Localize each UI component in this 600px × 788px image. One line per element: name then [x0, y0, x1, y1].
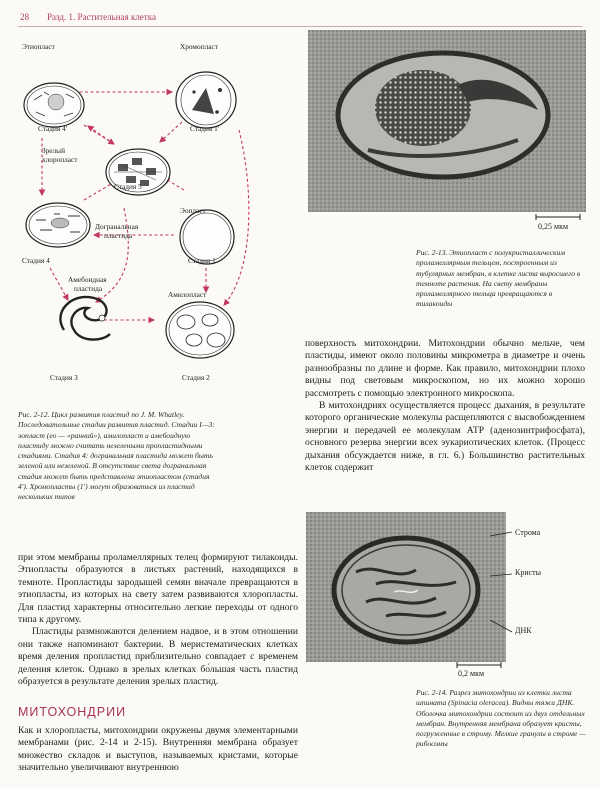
fig-2-14-pointers — [490, 520, 550, 640]
label-amoeboid-1: Амебоидная — [68, 275, 107, 284]
scale-label-fig-2-13: 0,25 мкм — [538, 222, 569, 231]
label-stage3: Стадия 3 — [50, 373, 78, 382]
arrow-etioplast-mature — [84, 125, 114, 144]
arrow-chromo-amylo — [224, 130, 249, 305]
page-number: 28 — [20, 12, 29, 22]
label-chromoplast: Хромопласт — [180, 42, 218, 51]
header-rule — [18, 26, 582, 27]
label-mature-1: Зрелый — [42, 146, 65, 155]
right-paragraph-2: В митохондриях осуществляется процесс дыхания, в результате которого органические молекулы расщепляются с высвобождением энергии и передачей ее молекулам АТР (аденозинтрифосфата), основного резерва энергии всех эукариотических клеток. (Процесс дыхания обсуждается ниже, в гл. 6.) Большинство растительных клеток содержит — [305, 400, 585, 474]
label-amoeboid-2: пластида — [74, 284, 103, 293]
label-stage1: Стадия 1 — [188, 256, 216, 265]
etioplast-micrograph — [308, 30, 586, 212]
amoeboid-plastid-figure — [60, 297, 110, 340]
left-column-text — [18, 552, 298, 688]
plastid-cycle-diagram — [14, 30, 260, 410]
right-paragraph-1: поверхность митохондрии. Митохондрии обычно мельче, чем пластиды, имеют около половины микрометра в диаметре и очень разнообразны по длине и форме. Как правило, митохондрии плохо видны под световым микроскопом, но их можно хорошо рассмотреть с помощью электронного микроскопа. — [305, 338, 585, 399]
scale-bar-fig-2-13 — [534, 212, 584, 222]
label-stroma: Строма — [515, 528, 541, 537]
label-pregranal-2: пластида — [104, 231, 133, 240]
left-paragraph-2: Пластиды размножаются делением надвое, и в этом отношении они также напоминают бактерии. В меристематических клетках время деления пропластид приблизительно совпадает с временем деления клеток. Однако в зрелых клетках бо́льшая часть пластид образуется в результате деления зрелых пластид. — [18, 626, 298, 688]
label-stage2: Стадия 2 — [182, 373, 210, 382]
label-dna: ДНК — [515, 626, 532, 635]
arrow-pregranal-amoeboid — [50, 268, 68, 300]
section-text — [18, 725, 298, 775]
right-column-text — [305, 338, 585, 474]
scale-label-fig-2-14: 0,2 мкм — [458, 669, 485, 678]
amyloplast-figure — [166, 302, 234, 358]
running-title: Разд. 1. Растительная клетка — [47, 12, 156, 22]
label-eoplast: Эопласт — [180, 206, 206, 215]
arrow-chromo-mature — [160, 122, 182, 142]
mitochondrion-micrograph — [306, 512, 506, 662]
chromoplast-figure — [176, 72, 236, 128]
etioplast-figure — [24, 83, 84, 127]
label-stage5: Стадия 5 — [114, 182, 142, 191]
arrow-mature-etioplast — [88, 126, 114, 144]
left-paragraph-1: при этом мембраны проламеллярных телец формируют тилакоиды. Этиопласты образуются в листьях растений, находящихся в темноте. Пропластиды зародышей семян вначале превращаются в этиопласты, из которых на свету затем развиваются хлоропласты. Для пластид характерны относительно легкие переходы от одного типа к другому. — [18, 552, 298, 626]
label-stage1p: Стадия 1' — [190, 124, 220, 133]
label-stage4: Стадия 4 — [22, 256, 50, 265]
caption-fig-2-12: Рис. 2-12. Цикл развития пластид по J. M. Whatley. Последовательные стадии развития пластид. Стадии I—3: эопласт (ео — «ранний»), амилопласт и амебоидную пластиду можно считать незелеными пропластидными стадиями. Стадия 4: догранальная пластида может быть зеленой или незеленой. В отсутствие света догранальная стадия может быть представлена этиопластом (стадия 4'). Хромопласты (1') могут образоваться из пластид нескольких типов — [18, 410, 215, 502]
label-cristae: Кристы — [515, 568, 542, 577]
caption-fig-2-13: Рис. 2-13. Этиопласт с полукристаллическим проламеллярным тельцем, построенным из тубулярных мембран, в клетке листа выросшего в темноте растения. На свету мембраны проламеллярного тельца превращаются в тилакоиды — [416, 248, 581, 309]
label-mature-2: хлоропласт — [42, 155, 78, 164]
label-stage4p: Стадия 4' — [38, 124, 68, 133]
section-paragraph-1: Как и хлоропласты, митохондрии окружены двумя элементарными мембранами (рис. 2-14 и 2-15). Внутренняя мембрана образует множество складок и выступов, называемых кристами, которые значительно увеличивают внутреннюю — [18, 725, 298, 774]
label-pregranal-1: Догранальная — [95, 222, 139, 231]
section-heading-mitochondria: МИТОХОНДРИИ — [18, 705, 127, 719]
pregranal-plastid-figure — [26, 203, 90, 247]
label-etioplast: Этиопласт — [22, 42, 55, 51]
label-amyloplast: Амилопласт — [168, 290, 207, 299]
caption-fig-2-14: Рис. 2-14. Разрез митохондрии из клетки листа шпината (Spinacia oleracea). Видны тяжи ДНК. Оболочка митохондрии состоит из двух отдельных мембран. Внутренняя мембрана образует кристы, погруженные в строму. Мелкие гранулы в строме — рибосомы — [416, 688, 586, 749]
